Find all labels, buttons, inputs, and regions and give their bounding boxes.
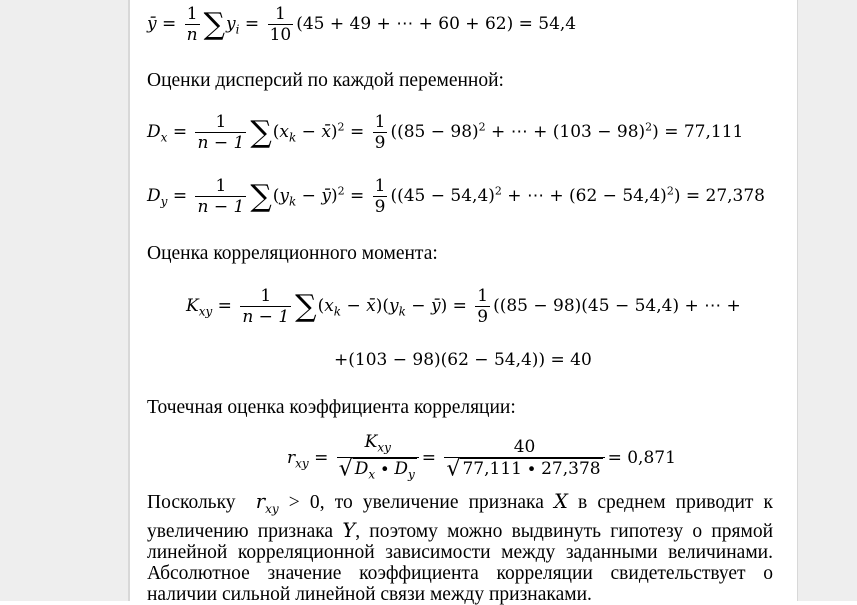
formula-kxy-line1: $K_{xy}$ = $\frac{1}{n - 1}$ $\sum(x_k$ − $x̄)(y_k$ − ȳ) = $\frac{1}{9}$ ((85 − 98)(45 − 54,4) + ⋯ + — [186, 286, 741, 327]
formula-ybar: ȳ = $\frac{1}{n}$ $\sum y_i$ = $\frac{1}{10}$ (45 + 49 + ⋯ + 60 + 62) = 54,4 — [147, 4, 577, 45]
heading-corr: Точечная оценка коэффициента корреляции: — [147, 397, 516, 418]
conclusion-paragraph: Поскольку $r_{xy} > 0$, то увеличение признака X в среднем приводит к увеличению признака Y, поэтому можно выдвинуть гипотезу о прямой линейной корреляционной зависимости между заданными величинами. Абсолютное значение коэффициента корреляции свидетельствует о наличии сильной линейной связи между признаками. — [147, 490, 774, 605]
formula-rxy: $r_{xy}$ = $\frac{K_{xy}}{√ D_x \cdot D_y}$ = $\frac{40}{√ 77,111 \cdot 27,378}$ = 0,871 — [287, 432, 676, 485]
right-margin — [797, 0, 857, 601]
formula-dx: $D_x$ = $\frac{1}{n - 1}$ $\sum(x_k$ − x̄)$^2$ = $\frac{1}{9}$ ($(85 - 98)^2$ + ⋯ + $(103 - 98)^2) = 77,111$ — [147, 112, 744, 153]
formula-dy: $D_y$ = $\frac{1}{n - 1}$ $\sum(y_k$ − ȳ)$^2$ = $\frac{1}{9}$ ($(45 - 54,4)^2$ + ⋯ + $(62 - 54,4)^2) = 27,378$ — [147, 176, 765, 217]
left-margin — [0, 0, 130, 601]
formula-kxy-line2: +(103 − 98)(62 − 54,4)) = 40 — [334, 350, 592, 370]
heading-moment: Оценка корреляционного момента: — [147, 243, 438, 264]
document-page — [130, 0, 797, 605]
heading-dispersion: Оценки дисперсий по каждой переменной: — [147, 70, 504, 91]
